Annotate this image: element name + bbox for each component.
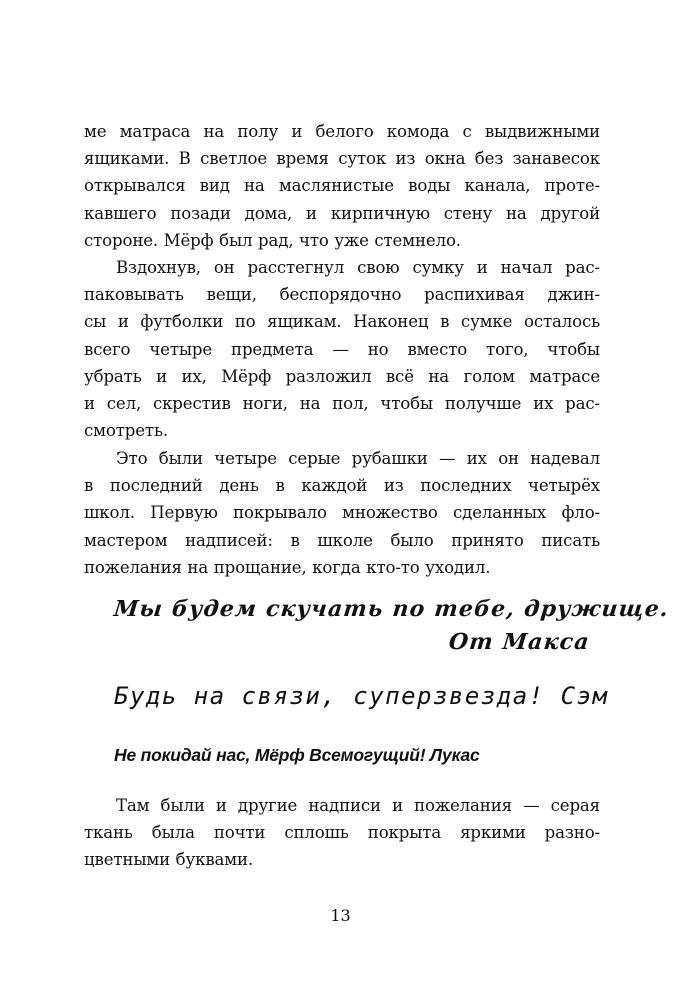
- text-line: всего четыре предмета — но вместо того, чтобы: [84, 339, 600, 359]
- text-line: ящиками. В светлое время суток из окна без занавесок: [84, 149, 600, 169]
- text-line: пожелания на прощание, когда кто-то уходил.: [84, 557, 491, 577]
- handwritten-note-sam: Будь на связи, суперзвезда! Сэм: [114, 682, 609, 710]
- paragraph: [84, 254, 600, 444]
- text-line: убрать и их, Мёрф разложил всё на голом матрасе: [84, 366, 600, 386]
- text-line: ткань была почти сплошь покрыта яркими разно-: [84, 823, 600, 843]
- text-line: смотреть.: [84, 421, 168, 441]
- text-line: Там были и другие надписи и пожелания — серая: [116, 796, 600, 815]
- text-line: Вздохнув, он расстегнул свою сумку и начал рас-: [116, 258, 600, 277]
- paragraph: [84, 445, 600, 581]
- text-line: мастером надписей: в школе было принято писать: [84, 530, 600, 550]
- text-line: Это были четыре серые рубашки — их он надевал: [116, 449, 600, 468]
- handwritten-note-lucas: Не покидай нас, Мёрф Всемогущий! Лукас: [114, 745, 480, 765]
- text-line: и сел, скрестив ноги, на пол, чтобы получше их рас-: [84, 394, 600, 414]
- text-line: открывался вид на маслянистые воды канала, проте-: [84, 176, 600, 196]
- paragraph: [84, 118, 600, 254]
- text-line: паковывать вещи, беспорядочно распихивая джин-: [84, 285, 600, 305]
- paragraph: [84, 792, 600, 874]
- text-line: цветными буквами.: [84, 850, 254, 870]
- text-line: сы и футболки по ящикам. Наконец в сумке осталось: [84, 312, 600, 332]
- text-line: кавшего позади дома, и кирпичную стену на другой: [84, 203, 600, 223]
- text-line: школ. Первую покрывало множество сделанных фло-: [84, 503, 600, 523]
- text-line: в последний день в каждой из последних четырёх: [84, 476, 600, 496]
- text-line: ме матраса на полу и белого комода с выдвижными: [84, 122, 600, 141]
- page-number: 13: [330, 906, 351, 925]
- handwritten-note-max: Мы будем скучать по тебе, дружище.: [112, 596, 671, 622]
- handwritten-signature-max: От Макса: [447, 629, 592, 655]
- text-line: стороне. Мёрф был рад, что уже стемнело.: [84, 230, 461, 250]
